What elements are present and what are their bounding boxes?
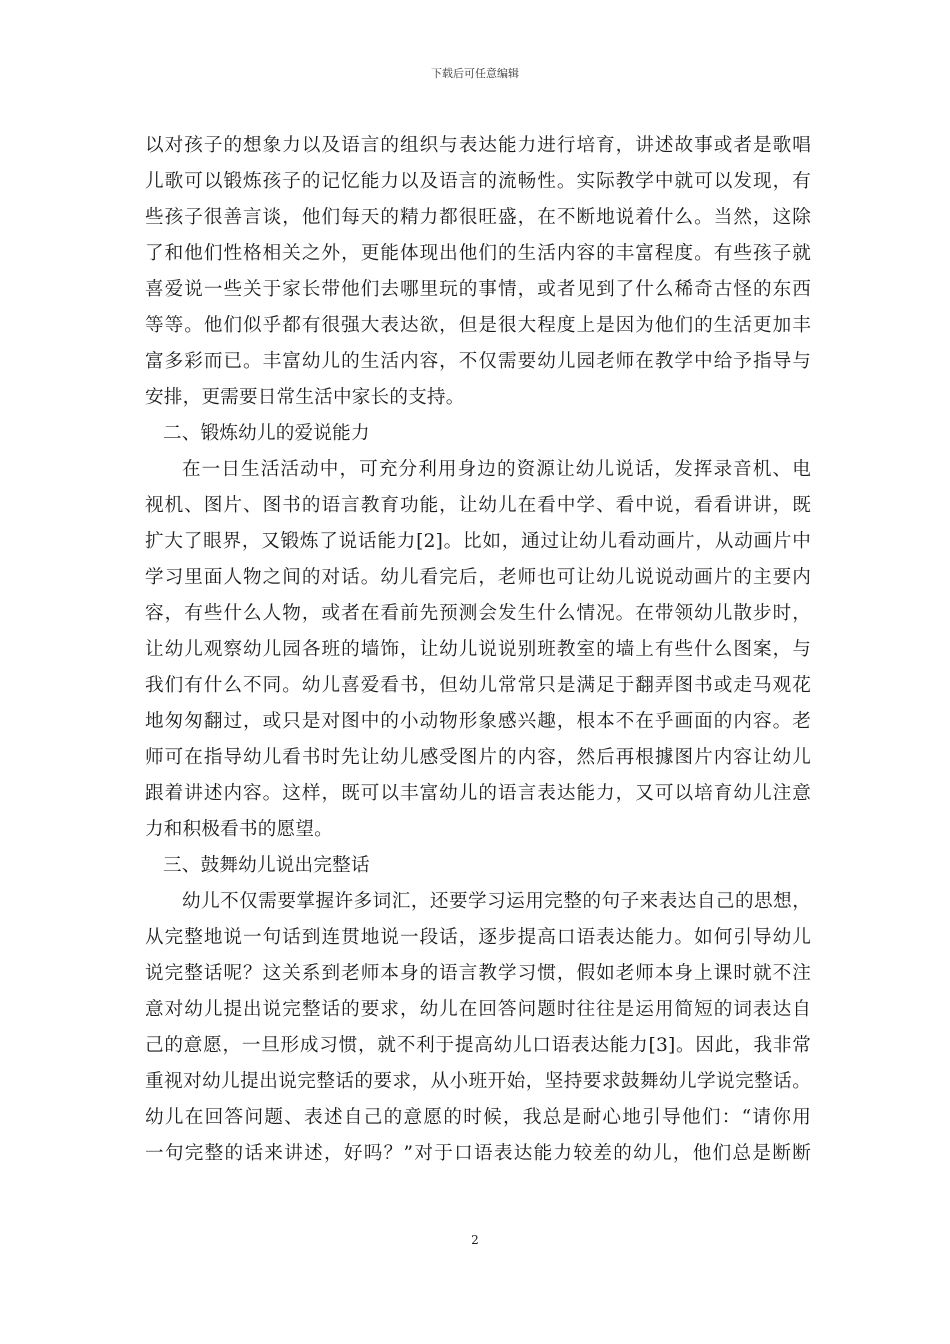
text-line: 说完整话呢？这关系到老师本身的语言教学习惯，假如老师本身上课时就不注 [145, 963, 811, 984]
text-line: 幼儿不仅需要掌握许多词汇，还要学习运用完整的句子来表达自己的思想， [182, 891, 811, 912]
paragraph-1 [145, 128, 811, 416]
text-line: 我们有什么不同。幼儿喜爱看书，但幼儿常常只是满足于翻弄图书或走马观花 [145, 675, 811, 696]
text-line: 幼儿在回答问题、表述自己的意愿的时候，我总是耐心地引导他们：“请你用 [145, 1107, 811, 1128]
text-line: 从完整地说一句话到连贯地说一段话，逐步提高口语表达能力。如何引导幼儿 [145, 927, 811, 948]
text-line: 让幼儿观察幼儿园各班的墙饰，让幼儿说说别班教室的墙上有些什么图案，与 [145, 639, 811, 660]
section-heading: 三、鼓舞幼儿说出完整话 [163, 855, 370, 876]
text-line: 一句完整的话来讲述，好吗？”对于口语表达能力较差的幼儿，他们总是断断 [145, 1143, 811, 1164]
text-line: 在一日生活活动中，可充分利用身边的资源让幼儿说话，发挥录音机、电 [182, 459, 811, 480]
text-line: 重视对幼儿提出说完整话的要求，从小班开始，坚持要求鼓舞幼儿学说完整话。 [145, 1071, 811, 1092]
section-3 [145, 848, 811, 1172]
text-line: 视机、图片、图书的语言教育功能，让幼儿在看中学、看中说，看看讲讲，既 [145, 495, 811, 516]
page-number: 2 [471, 1233, 479, 1247]
section-heading: 二、锻炼幼儿的爱说能力 [163, 423, 370, 444]
text-line: 富多彩而已。丰富幼儿的生活内容，不仅需要幼儿园老师在教学中给予指导与 [145, 351, 811, 372]
page-header: 下载后可任意编辑 [431, 67, 519, 80]
text-line: 力和积极看书的愿望。 [145, 819, 333, 840]
text-line: 意对幼儿提出说完整话的要求，幼儿在回答问题时往往是运用简短的词表达自 [145, 999, 811, 1020]
text-line: 喜爱说一些关于家长带他们去哪里玩的事情，或者见到了什么稀奇古怪的东西 [145, 279, 811, 300]
text-line: 扩大了眼界，又锻炼了说话能力[2]。比如，通过让幼儿看动画片，从动画片中 [145, 531, 811, 552]
text-line: 己的意愿，一旦形成习惯，就不利于提高幼儿口语表达能力[3]。因此，我非常 [145, 1035, 811, 1056]
section-2 [145, 416, 811, 848]
text-line: 安排，更需要日常生活中家长的支持。 [145, 387, 465, 408]
text-line: 跟着讲述内容。这样，既可以丰富幼儿的语言表达能力，又可以培育幼儿注意 [145, 783, 811, 804]
text-line: 师可在指导幼儿看书时先让幼儿感受图片的内容，然后再根據图片内容让幼儿 [145, 747, 811, 768]
text-line: 些孩子很善言谈，他们每天的精力都很旺盛，在不断地说着什么。当然，这除 [145, 207, 811, 228]
document-body [145, 128, 811, 1172]
text-line: 学习里面人物之间的对话。幼儿看完后，老师也可让幼儿说说动画片的主要内 [145, 567, 811, 588]
text-line: 等等。他们似乎都有很强大表达欲，但是很大程度上是因为他们的生活更加丰 [145, 315, 811, 336]
text-line: 了和他们性格相关之外，更能体现出他们的生活内容的丰富程度。有些孩子就 [145, 243, 811, 264]
text-line: 以对孩子的想象力以及语言的组织与表达能力进行培育，讲述故事或者是歌唱 [145, 135, 811, 156]
text-line: 地匆匆翻过，或只是对图中的小动物形象感兴趣，根本不在乎画面的内容。老 [145, 711, 811, 732]
text-line: 容，有些什么人物，或者在看前先预测会发生什么情况。在带领幼儿散步时， [145, 603, 811, 624]
text-line: 儿歌可以锻炼孩子的记忆能力以及语言的流畅性。实际教学中就可以发现，有 [145, 171, 811, 192]
